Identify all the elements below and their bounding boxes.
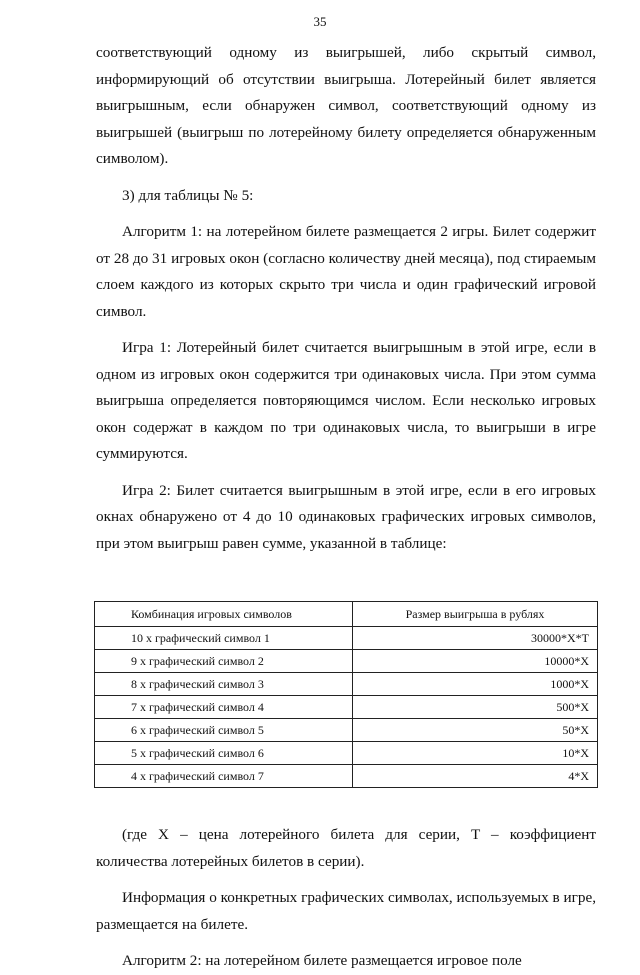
- table-header-combination: Комбинация игровых символов: [95, 602, 353, 627]
- table-cell-prize: 4*X: [353, 765, 598, 788]
- paragraph-table5-heading: 3) для таблицы № 5:: [122, 186, 254, 204]
- paragraph-algorithm-1: Алгоритм 1: на лотерейном билете размещается 2 игры. Билет содержит от 28 до 31 игровых окон (согласно количеству дней месяца), под стираемым слоем каждого из которых скрыто три числа и один графический игровой символ.: [96, 223, 596, 320]
- table-cell-combination: 4 x графический символ 7: [95, 765, 353, 788]
- table-header-row: [95, 602, 598, 627]
- paragraph-1: соответствующий одному из выигрышей, либо скрытый символ, информирующий об отсутствии выигрыша. Лотерейный билет является выигрышным, если обнаружен символ, соответствующий одному из выигрышей (выигрыш по лотерейному билету определяется обнаруженным символом).: [96, 44, 596, 167]
- document-body: [96, 40, 596, 975]
- table-cell-prize: 30000*X*T: [353, 627, 598, 650]
- table-cell-combination: 5 x графический символ 6: [95, 742, 353, 765]
- paragraph-symbol-info: Информация о конкретных графических символах, используемых в игре, размещается на билете.: [96, 889, 596, 933]
- table-row: [95, 742, 598, 765]
- paragraph-algorithm-2: Алгоритм 2: на лотерейном билете размещается игровое поле: [122, 952, 522, 969]
- table-row: [95, 719, 598, 742]
- table-row: [95, 650, 598, 673]
- table-row: [95, 696, 598, 719]
- paragraph-game-2: Игра 2: Билет считается выигрышным в этой игре, если в его игровых окнах обнаружено от 4 до 10 одинаковых графических игровых символов, при этом выигрыш равен сумме, указанной в таблице:: [96, 481, 596, 552]
- table-cell-combination: 7 x графический символ 4: [95, 696, 353, 719]
- table-header-prize: Размер выигрыша в рублях: [353, 602, 598, 627]
- table-cell-combination: 8 x графический символ 3: [95, 673, 353, 696]
- table-cell-combination: 10 x графический символ 1: [95, 627, 353, 650]
- table-cell-prize: 10*X: [353, 742, 598, 765]
- table-cell-combination: 9 x графический символ 2: [95, 650, 353, 673]
- table-cell-prize: 10000*X: [353, 650, 598, 673]
- table-cell-prize: 1000*X: [353, 673, 598, 696]
- table-row: [95, 673, 598, 696]
- table-cell-prize: 500*X: [353, 696, 598, 719]
- prize-table: [94, 601, 598, 788]
- table-cell-prize: 50*X: [353, 719, 598, 742]
- table-row: [95, 627, 598, 650]
- paragraph-definitions: (где X – цена лотерейного билета для серии, T – коэффициент количества лотерейных билетов в серии).: [96, 826, 596, 870]
- table-cell-combination: 6 x графический символ 5: [95, 719, 353, 742]
- page-number: 35: [313, 14, 327, 29]
- paragraph-game-1: Игра 1: Лотерейный билет считается выигрышным в этой игре, если в одном из игровых окон содержится три одинаковых числа. При этом сумма выигрыша определяется повторяющимся числом. Если несколько игровых окон содержат в каждом по три одинаковых числа, то выигрыши в игре суммируются.: [96, 339, 596, 462]
- table-row: [95, 765, 598, 788]
